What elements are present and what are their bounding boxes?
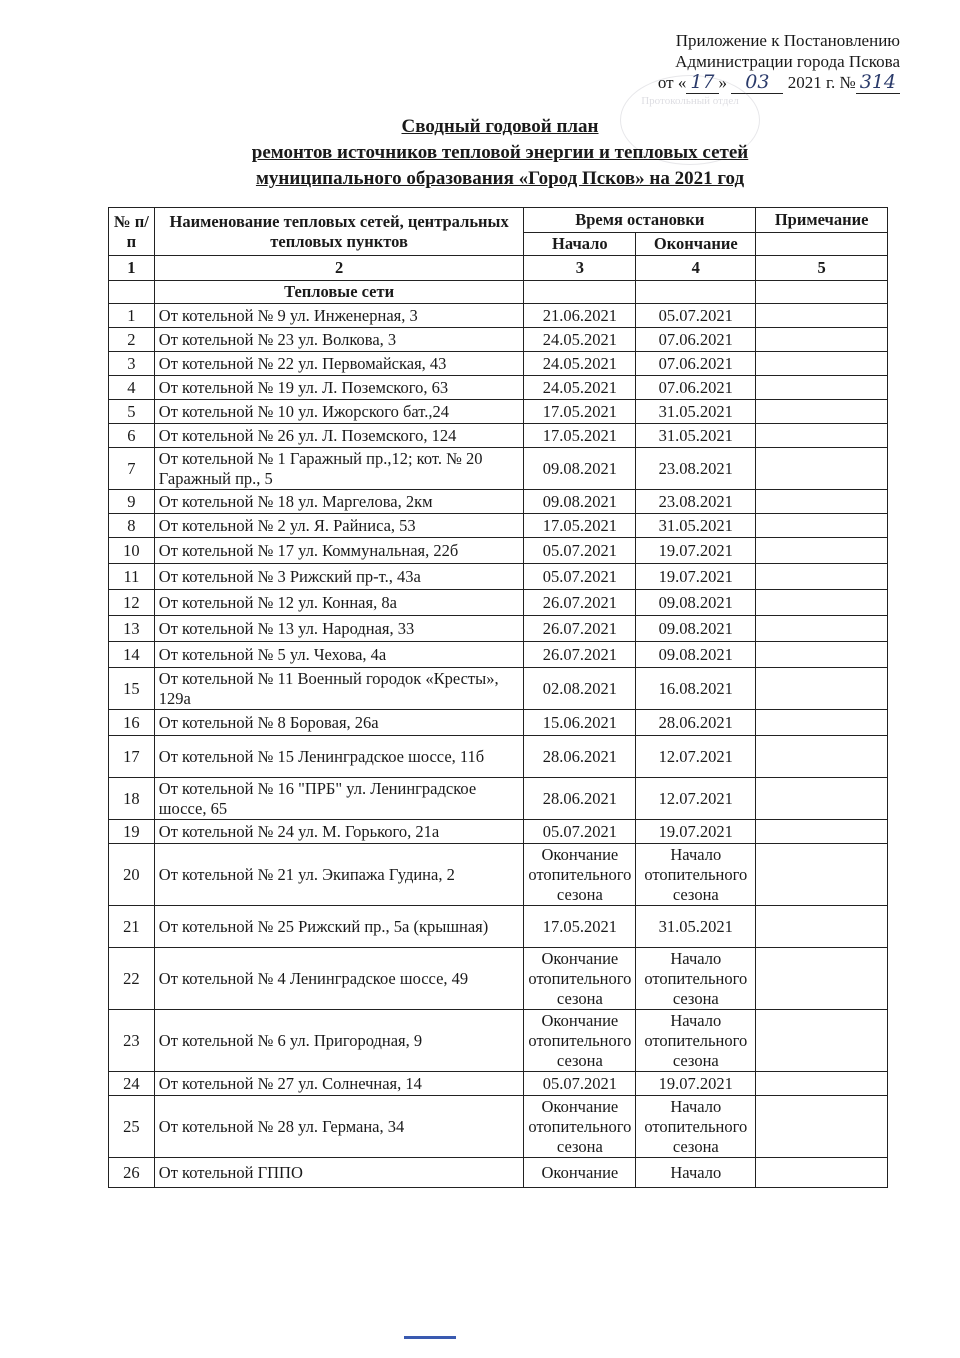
row-number: 7 [109, 448, 155, 490]
row-note [756, 514, 888, 538]
row-number: 23 [109, 1010, 155, 1072]
row-number: 13 [109, 616, 155, 642]
row-note [756, 1010, 888, 1072]
row-note [756, 710, 888, 736]
table-row [109, 564, 888, 590]
row-note [756, 538, 888, 564]
row-start: 24.05.2021 [524, 352, 636, 376]
section-blank [109, 281, 155, 304]
row-end: 19.07.2021 [636, 1072, 756, 1096]
row-number: 26 [109, 1158, 155, 1188]
table-row [109, 424, 888, 448]
row-note [756, 376, 888, 400]
header-start: Начало [524, 233, 636, 256]
table-row [109, 352, 888, 376]
row-end: 31.05.2021 [636, 514, 756, 538]
row-note [756, 736, 888, 778]
row-note [756, 820, 888, 844]
row-start: 02.08.2021 [524, 668, 636, 710]
index-cell: 3 [524, 256, 636, 281]
row-name: От котельной № 23 ул. Волкова, 3 [154, 328, 524, 352]
row-end: 19.07.2021 [636, 820, 756, 844]
row-end: 28.06.2021 [636, 710, 756, 736]
row-end: 23.08.2021 [636, 490, 756, 514]
table-row [109, 590, 888, 616]
row-end: 23.08.2021 [636, 448, 756, 490]
row-end: 12.07.2021 [636, 736, 756, 778]
row-note [756, 304, 888, 328]
row-note [756, 400, 888, 424]
row-number: 25 [109, 1096, 155, 1158]
row-number: 6 [109, 424, 155, 448]
row-note [756, 844, 888, 906]
row-number: 24 [109, 1072, 155, 1096]
row-name: От котельной № 19 ул. Л. Поземского, 63 [154, 376, 524, 400]
row-number: 14 [109, 642, 155, 668]
table-row [109, 778, 888, 820]
table-row [109, 376, 888, 400]
table-row [109, 1072, 888, 1096]
row-start: 15.06.2021 [524, 710, 636, 736]
table-row [109, 1158, 888, 1188]
row-number: 18 [109, 778, 155, 820]
index-cell: 5 [756, 256, 888, 281]
table-row [109, 710, 888, 736]
row-note [756, 490, 888, 514]
table-row [109, 948, 888, 1010]
row-start: 28.06.2021 [524, 736, 636, 778]
row-number: 5 [109, 400, 155, 424]
table-row [109, 736, 888, 778]
row-name: От котельной № 5 ул. Чехова, 4а [154, 642, 524, 668]
table-row [109, 538, 888, 564]
row-end: 31.05.2021 [636, 400, 756, 424]
row-note [756, 352, 888, 376]
row-start: 24.05.2021 [524, 376, 636, 400]
row-note [756, 778, 888, 820]
row-note [756, 616, 888, 642]
row-note [756, 906, 888, 948]
row-note [756, 1158, 888, 1188]
row-end: 09.08.2021 [636, 642, 756, 668]
row-start: 26.07.2021 [524, 642, 636, 668]
table-row [109, 1096, 888, 1158]
row-note [756, 668, 888, 710]
appendix-line-1: Приложение к Постановлению [675, 31, 900, 50]
row-start: 24.05.2021 [524, 328, 636, 352]
row-start: Окончание отопительного сезона [524, 948, 636, 1010]
table-row [109, 328, 888, 352]
row-name: От котельной № 18 ул. Маргелова, 2км [154, 490, 524, 514]
header-name: Наименование тепловых сетей, центральных тепловых пунктов [154, 208, 524, 256]
title-line-3: муниципального образования «Город Псков» на 2021 год [255, 168, 745, 189]
table-row [109, 1010, 888, 1072]
row-number: 21 [109, 906, 155, 948]
date-day: 17 [686, 72, 718, 94]
stamp-text: Протокольный отдел [641, 95, 739, 107]
row-note [756, 1096, 888, 1158]
section-blank [636, 281, 756, 304]
header-note-blank [756, 233, 888, 256]
row-name: От котельной № 26 ул. Л. Поземского, 124 [154, 424, 524, 448]
table-row [109, 304, 888, 328]
row-start: 26.07.2021 [524, 590, 636, 616]
section-blank [756, 281, 888, 304]
page-mark [404, 1336, 456, 1339]
row-number: 4 [109, 376, 155, 400]
row-number: 2 [109, 328, 155, 352]
row-start: Окончание отопительного сезона [524, 844, 636, 906]
row-end: 31.05.2021 [636, 424, 756, 448]
header-stop-time: Время остановки [524, 208, 756, 233]
row-end: Начало [636, 1158, 756, 1188]
section-blank [524, 281, 636, 304]
row-end: Начало отопительного сезона [636, 1096, 756, 1158]
row-name: От котельной № 12 ул. Конная, 8а [154, 590, 524, 616]
row-name: От котельной № 25 Рижский пр., 5а (крышная) [154, 906, 524, 948]
row-name: От котельной № 22 ул. Первомайская, 43 [154, 352, 524, 376]
row-note [756, 424, 888, 448]
row-number: 12 [109, 590, 155, 616]
row-name: От котельной № 21 ул. Экипажа Гудина, 2 [154, 844, 524, 906]
row-number: 10 [109, 538, 155, 564]
row-note [756, 948, 888, 1010]
row-note [756, 448, 888, 490]
title-line-1: Сводный годовой план [401, 116, 599, 137]
row-start: 28.06.2021 [524, 778, 636, 820]
header-row [109, 208, 888, 233]
row-start: Окончание отопительного сезона [524, 1096, 636, 1158]
table-row [109, 616, 888, 642]
row-name: От котельной ГППО [154, 1158, 524, 1188]
row-name: От котельной № 9 ул. Инженерная, 3 [154, 304, 524, 328]
row-note [756, 642, 888, 668]
row-end: 16.08.2021 [636, 668, 756, 710]
table-row [109, 820, 888, 844]
row-end: 09.08.2021 [636, 616, 756, 642]
row-number: 1 [109, 304, 155, 328]
table-row [109, 448, 888, 490]
document-number: 314 [856, 72, 900, 94]
row-start: Окончание [524, 1158, 636, 1188]
row-name: От котельной № 17 ул. Коммунальная, 22б [154, 538, 524, 564]
row-end: 31.05.2021 [636, 906, 756, 948]
row-note [756, 590, 888, 616]
row-name: От котельной № 13 ул. Народная, 33 [154, 616, 524, 642]
table-row [109, 514, 888, 538]
row-start: 09.08.2021 [524, 448, 636, 490]
row-name: От котельной № 3 Рижский пр-т., 43а [154, 564, 524, 590]
section-row [109, 281, 888, 304]
row-number: 3 [109, 352, 155, 376]
row-name: От котельной № 15 Ленинградское шоссе, 11б [154, 736, 524, 778]
row-number: 8 [109, 514, 155, 538]
row-end: 05.07.2021 [636, 304, 756, 328]
header-end: Окончание [636, 233, 756, 256]
row-start: 17.05.2021 [524, 514, 636, 538]
index-cell: 1 [109, 256, 155, 281]
row-start: 21.06.2021 [524, 304, 636, 328]
section-title: Тепловые сети [154, 281, 524, 304]
row-name: От котельной № 24 ул. М. Горького, 21а [154, 820, 524, 844]
row-number: 17 [109, 736, 155, 778]
date-month: 03 [731, 72, 783, 94]
row-end: 12.07.2021 [636, 778, 756, 820]
row-name: От котельной № 8 Боровая, 26а [154, 710, 524, 736]
row-number: 9 [109, 490, 155, 514]
row-start: 09.08.2021 [524, 490, 636, 514]
row-number: 16 [109, 710, 155, 736]
row-note [756, 1072, 888, 1096]
index-row [109, 256, 888, 281]
row-start: 05.07.2021 [524, 538, 636, 564]
row-note [756, 328, 888, 352]
row-end: 07.06.2021 [636, 376, 756, 400]
row-end: Начало отопительного сезона [636, 948, 756, 1010]
title-line-2: ремонтов источников тепловой энергии и тепловых сетей [251, 142, 749, 163]
table-row [109, 844, 888, 906]
row-start: 17.05.2021 [524, 400, 636, 424]
row-start: 05.07.2021 [524, 1072, 636, 1096]
row-number: 19 [109, 820, 155, 844]
row-start: 05.07.2021 [524, 820, 636, 844]
row-start: 05.07.2021 [524, 564, 636, 590]
row-end: 19.07.2021 [636, 538, 756, 564]
row-name: От котельной № 28 ул. Германа, 34 [154, 1096, 524, 1158]
table-row [109, 906, 888, 948]
row-start: 17.05.2021 [524, 424, 636, 448]
document-title [150, 114, 850, 192]
row-end: 07.06.2021 [636, 352, 756, 376]
row-number: 11 [109, 564, 155, 590]
appendix-line-2: Администрации города Пскова [675, 52, 900, 71]
row-end: Начало отопительного сезона [636, 844, 756, 906]
row-end: Начало отопительного сезона [636, 1010, 756, 1072]
row-number: 22 [109, 948, 155, 1010]
header-note: Примечание [756, 208, 888, 233]
row-name: От котельной № 10 ул. Ижорского бат.,24 [154, 400, 524, 424]
table-row [109, 400, 888, 424]
row-name: От котельной № 4 Ленинградское шоссе, 49 [154, 948, 524, 1010]
row-number: 20 [109, 844, 155, 906]
table-row [109, 642, 888, 668]
row-name: От котельной № 2 ул. Я. Райниса, 53 [154, 514, 524, 538]
row-name: От котельной № 16 "ПРБ" ул. Ленинградское шоссе, 65 [154, 778, 524, 820]
index-cell: 2 [154, 256, 524, 281]
repair-plan-table [108, 207, 888, 1188]
index-cell: 4 [636, 256, 756, 281]
row-end: 07.06.2021 [636, 328, 756, 352]
row-end: 09.08.2021 [636, 590, 756, 616]
date-separator: » [718, 73, 728, 92]
row-start: 17.05.2021 [524, 906, 636, 948]
row-start: 26.07.2021 [524, 616, 636, 642]
row-number: 15 [109, 668, 155, 710]
row-start: Окончание отопительного сезона [524, 1010, 636, 1072]
table-row [109, 490, 888, 514]
row-name: От котельной № 6 ул. Пригородная, 9 [154, 1010, 524, 1072]
year-suffix: 2021 г. № [787, 73, 856, 92]
row-note [756, 564, 888, 590]
table-row [109, 668, 888, 710]
row-end: 19.07.2021 [636, 564, 756, 590]
header-num: № п/п [109, 208, 155, 256]
date-prefix: от « [657, 73, 687, 92]
row-name: От котельной № 27 ул. Солнечная, 14 [154, 1072, 524, 1096]
table-body [109, 304, 888, 1188]
row-name: От котельной № 1 Гаражный пр.,12; кот. № 20 Гаражный пр., 5 [154, 448, 524, 490]
row-name: От котельной № 11 Военный городок «Кресты», 129а [154, 668, 524, 710]
